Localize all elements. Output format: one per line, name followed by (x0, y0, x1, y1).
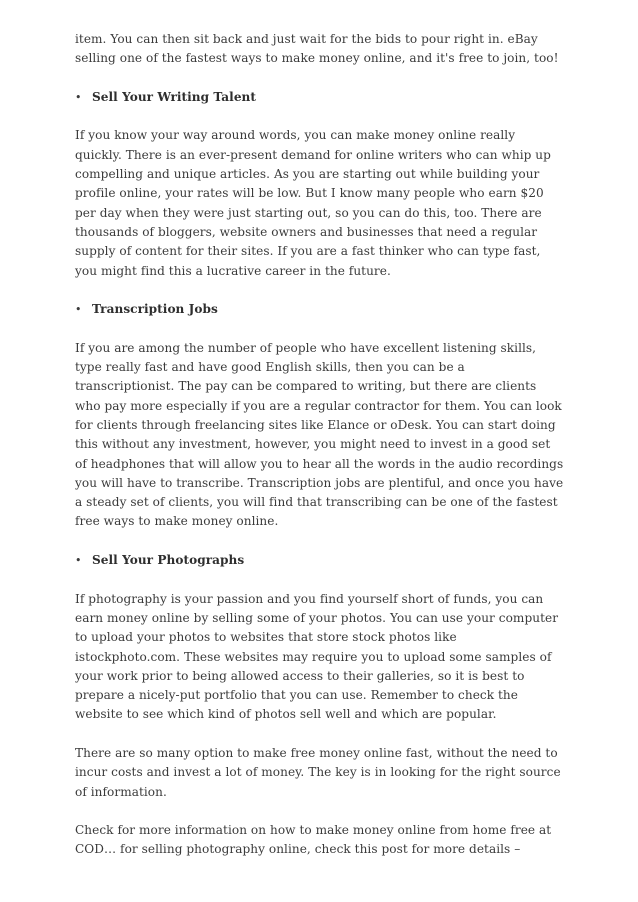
section-heading-label: Transcription Jobs (92, 302, 218, 317)
closing-paragraph: There are so many option to make free money online fast, without the need to incur costs and invest a lot of money. The key is in looking for the right source of information. (75, 745, 561, 799)
intro-continuation-paragraph: item. You can then sit back and just wait for the bids to pour right in. eBay selling one of the fastest ways to make money online, and it's free to join, too! (75, 32, 559, 66)
transcription-paragraph: If you are among the number of people who have excellent listening skills, type really fast and have good English skills, then you can be a transcriptionist. The pay can be compared to writing, but there are clients who pay more especially if you are a regular contractor for them. You can look for clients through freelancing sites like Elance or oDesk. You can start doing this without any investment, however, you might need to invest in a good set of headphones that will allow you to hear all the words in the audio recordings you will have to transcribe. Transcription jobs are plentiful, and once you have a steady set of clients, you will find that transcribing can be one of the fastest free ways to make money online. (75, 340, 564, 529)
section-heading-photographs (75, 551, 565, 570)
section-heading-label: Sell Your Writing Talent (92, 89, 257, 104)
bullet-icon: • (75, 90, 82, 104)
bullet-icon: • (75, 554, 82, 568)
section-heading-writing (75, 88, 565, 107)
writing-paragraph: If you know your way around words, you can make money online really quickly. There is an ever-present demand for online writers who can whip up compelling and unique articles. As you are starting out while building your profile online, your rates will be low. But I know many people who earn $20 per day when they were just starting out, so you can do this, too. There are thousands of bloggers, website owners and businesses that need a regular supply of content for their sites. If you are a fast thinker who can type fast, you might find this a lucrative career in the future. (75, 128, 551, 278)
final-note-paragraph: Check for more information on how to make money online from home free at COD… for selling photography online, check this post for more details – (75, 823, 552, 857)
bullet-icon: • (75, 303, 82, 317)
section-heading-transcription (75, 300, 565, 319)
photographs-paragraph: If photography is your passion and you find yourself short of funds, you can earn money online by selling some of your photos. You can use your computer to upload your photos to websites that store stock photos like istockphoto.com. These websites may require you to upload some samples of your work prior to being allowed access to their galleries, so it is best to prepare a nicely-put portfolio that you can use. Remember to check the website to see which kind of photos sell well and which are popular. (75, 591, 559, 722)
article-body (75, 30, 565, 879)
section-heading-label: Sell Your Photographs (92, 553, 245, 568)
